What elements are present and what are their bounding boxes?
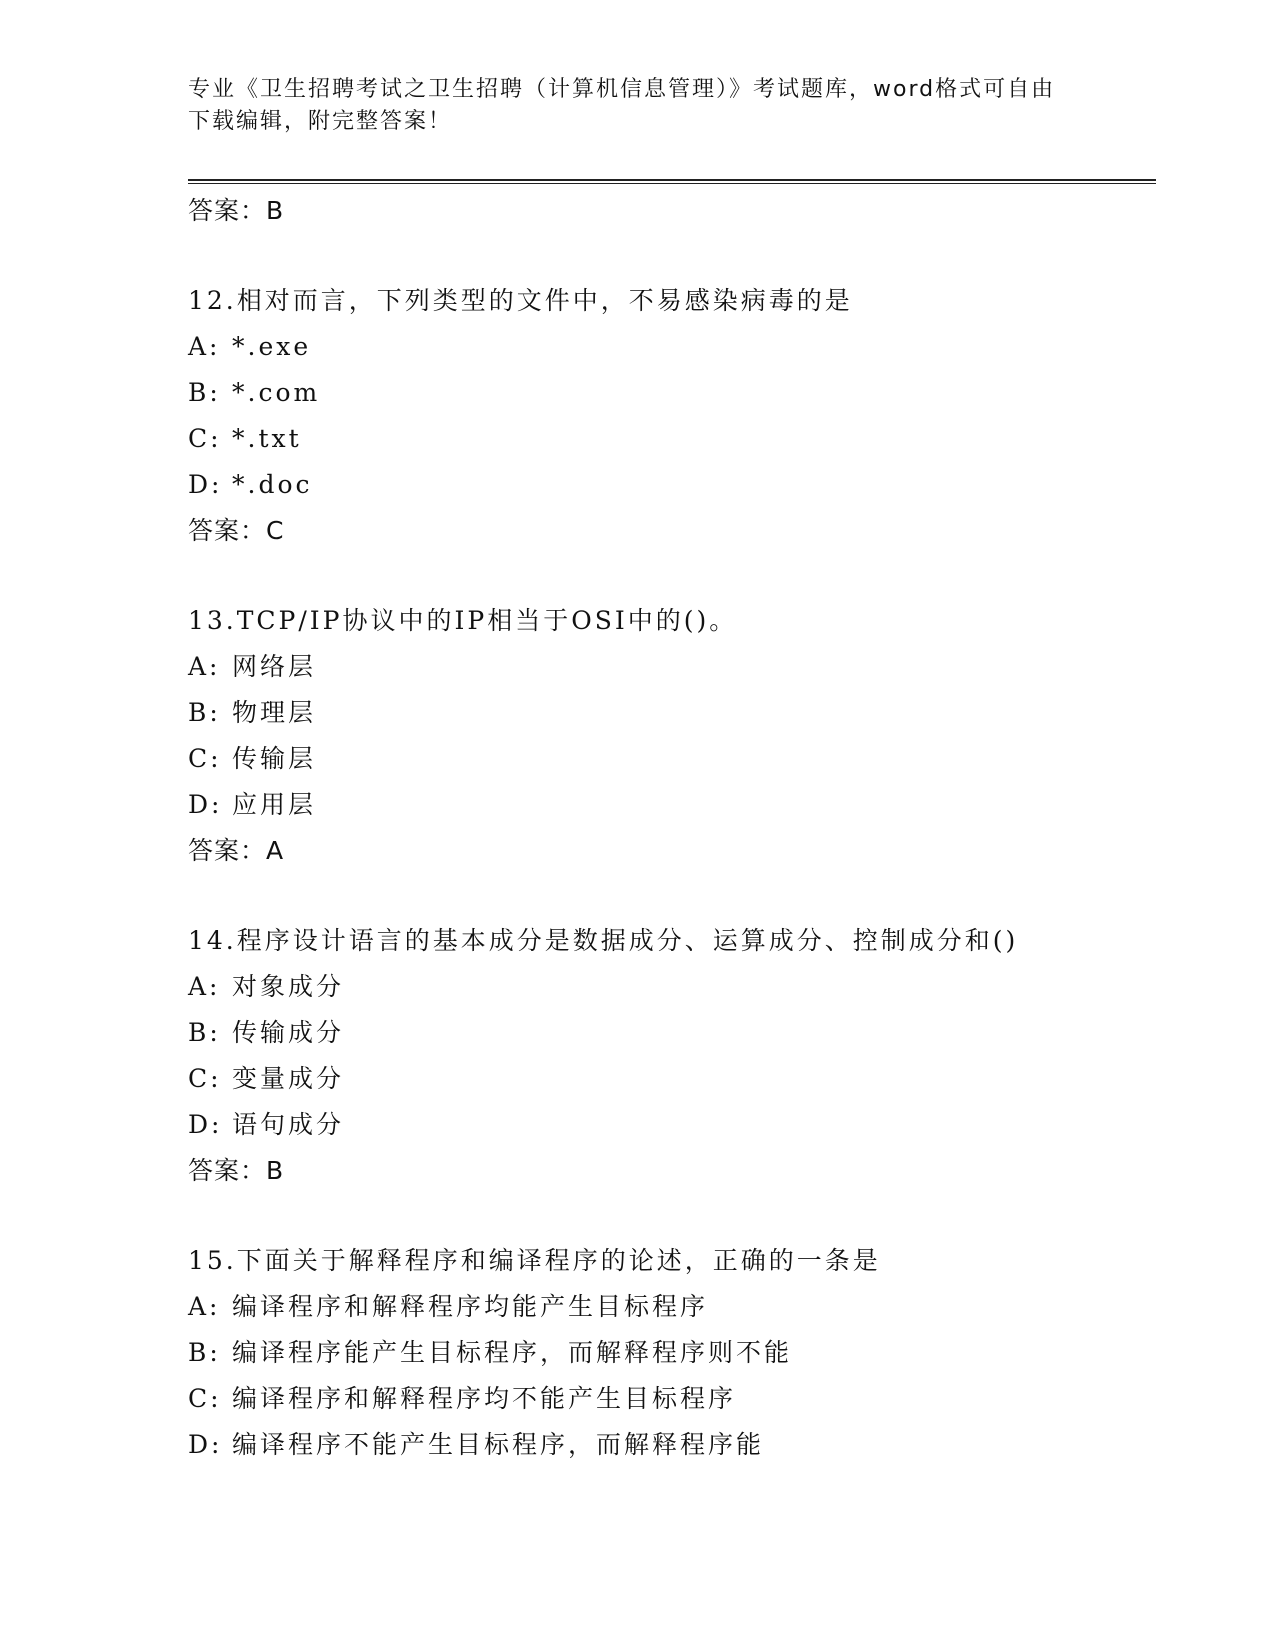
question-stem: 14.程序设计语言的基本成分是数据成分、运算成分、控制成分和() xyxy=(188,926,1019,955)
option-letter: C: xyxy=(188,424,222,453)
option-c xyxy=(188,416,1168,462)
option-letter: A: xyxy=(188,332,221,361)
option-b xyxy=(188,370,1168,416)
option-c xyxy=(188,1056,1168,1102)
header-divider xyxy=(188,179,1156,184)
option-text: *.com xyxy=(232,378,321,407)
option-letter: D: xyxy=(188,1110,223,1139)
option-text: *.txt xyxy=(232,424,302,453)
option-b xyxy=(188,690,1168,736)
option-d xyxy=(188,782,1168,828)
option-letter: D: xyxy=(188,1430,223,1459)
option-text: 编译程序和解释程序均能产生目标程序 xyxy=(232,1292,709,1321)
option-letter: D: xyxy=(188,470,223,499)
option-a xyxy=(188,324,1168,370)
option-c xyxy=(188,1376,1168,1422)
option-a xyxy=(188,964,1168,1010)
option-text: *.doc xyxy=(232,470,313,499)
question-answer: 答案：B xyxy=(188,1156,285,1185)
question-stem: 12.相对而言，下列类型的文件中，不易感染病毒的是 xyxy=(188,286,853,315)
option-text: 编译程序不能产生目标程序，而解释程序能 xyxy=(232,1430,765,1459)
option-c xyxy=(188,736,1168,782)
question-answer: 答案：C xyxy=(188,516,285,545)
option-text: 传输成分 xyxy=(232,1018,345,1047)
option-text: 应用层 xyxy=(232,790,317,819)
option-text: *.exe xyxy=(232,332,312,361)
option-text: 语句成分 xyxy=(232,1110,345,1139)
option-d xyxy=(188,1102,1168,1148)
question-14 xyxy=(188,918,1168,1194)
option-letter: A: xyxy=(188,1292,221,1321)
option-letter: B: xyxy=(188,698,221,727)
option-text: 网络层 xyxy=(232,652,317,681)
question-13 xyxy=(188,598,1168,874)
question-list xyxy=(188,188,1168,1468)
option-b xyxy=(188,1010,1168,1056)
question-12 xyxy=(188,278,1168,554)
option-a xyxy=(188,644,1168,690)
option-letter: B: xyxy=(188,378,221,407)
option-text: 编译程序和解释程序均不能产生目标程序 xyxy=(232,1384,737,1413)
option-letter: C: xyxy=(188,1384,222,1413)
option-text: 对象成分 xyxy=(232,972,345,1001)
option-letter: A: xyxy=(188,972,221,1001)
question-answer: 答案：A xyxy=(188,836,285,865)
option-d xyxy=(188,462,1168,508)
option-a xyxy=(188,1284,1168,1330)
option-letter: C: xyxy=(188,744,222,773)
option-b xyxy=(188,1330,1168,1376)
option-text: 传输层 xyxy=(232,744,317,773)
question-stem: 15.下面关于解释程序和编译程序的论述，正确的一条是 xyxy=(188,1246,881,1275)
option-letter: B: xyxy=(188,1338,221,1367)
document-header: 专业《卫生招聘考试之卫生招聘（计算机信息管理）》考试题库，word格式可自由下载编辑，附完整答案！ xyxy=(188,77,1056,134)
question-stem: 13.TCP/IP协议中的IP相当于OSI中的()。 xyxy=(188,606,738,635)
option-d xyxy=(188,1422,1168,1468)
option-letter: C: xyxy=(188,1064,222,1093)
option-letter: A: xyxy=(188,652,221,681)
option-text: 变量成分 xyxy=(232,1064,345,1093)
option-letter: B: xyxy=(188,1018,221,1047)
option-text: 编译程序能产生目标程序，而解释程序则不能 xyxy=(232,1338,793,1367)
question-15 xyxy=(188,1238,1168,1468)
previous-answer: 答案：B xyxy=(188,196,285,225)
option-text: 物理层 xyxy=(232,698,317,727)
option-letter: D: xyxy=(188,790,223,819)
